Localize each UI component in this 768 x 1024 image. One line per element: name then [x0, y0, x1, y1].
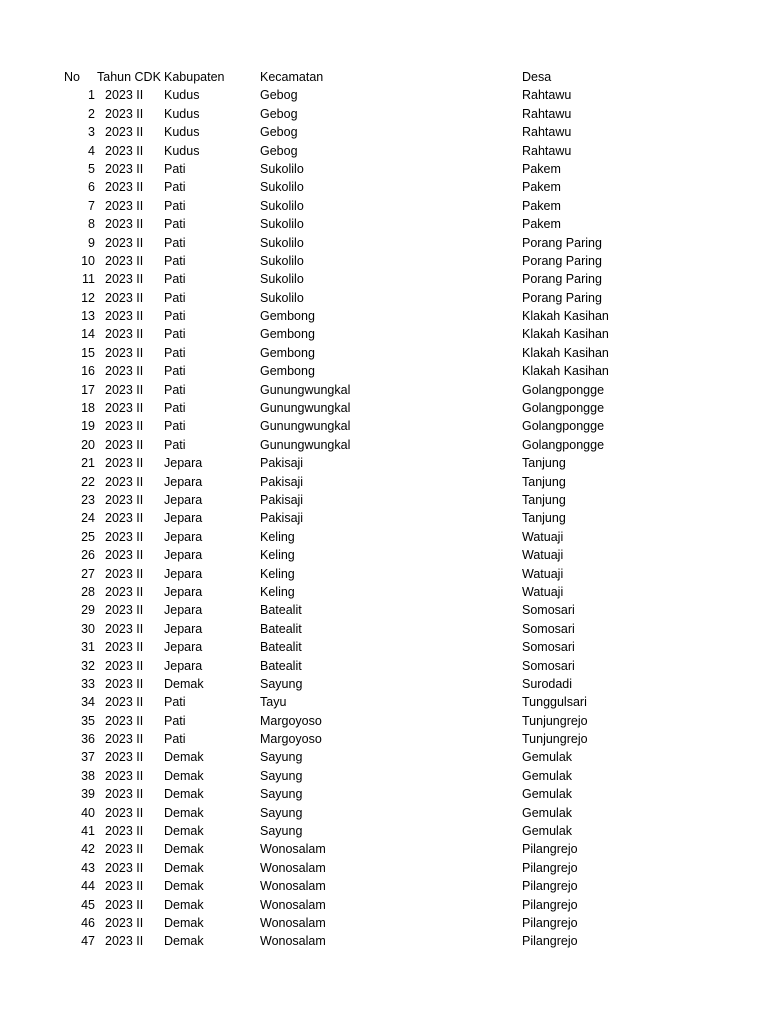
cell-no: 20 — [81, 437, 95, 452]
cell-kabupaten: Jepara — [164, 548, 203, 563]
cell-kecamatan: Sayung — [260, 787, 303, 802]
cell-no: 8 — [88, 217, 95, 232]
cell-tahun-cdk: 2023 II — [105, 474, 144, 489]
cell-no: 6 — [88, 180, 95, 195]
cell-kabupaten: Demak — [164, 934, 204, 949]
cell-kabupaten: Demak — [164, 805, 204, 820]
cell-tahun-cdk: 2023 II — [105, 860, 144, 875]
table-row — [0, 840, 768, 858]
cell-kecamatan: Pakisaji — [260, 474, 304, 489]
table-row — [0, 86, 768, 104]
table-row — [0, 215, 768, 233]
cell-tahun-cdk: 2023 II — [105, 640, 144, 655]
cell-no: 46 — [81, 915, 95, 930]
data-table — [0, 68, 768, 951]
cell-desa: Pakem — [522, 161, 561, 176]
cell-desa: Pakem — [522, 198, 561, 213]
cell-kabupaten: Jepara — [164, 621, 203, 636]
table-row — [0, 767, 768, 785]
cell-tahun-cdk: 2023 II — [105, 364, 144, 379]
cell-desa: Pilangrejo — [522, 934, 578, 949]
cell-tahun-cdk: 2023 II — [105, 309, 144, 324]
cell-kecamatan: Gunungwungkal — [260, 382, 351, 397]
cell-desa: Rahtawu — [522, 143, 572, 158]
cell-tahun-cdk: 2023 II — [105, 217, 144, 232]
cell-kabupaten: Pati — [164, 272, 186, 287]
cell-kecamatan: Gebog — [260, 88, 298, 103]
cell-tahun-cdk: 2023 II — [105, 897, 144, 912]
cell-desa: Gemulak — [522, 824, 573, 839]
cell-kabupaten: Jepara — [164, 492, 203, 507]
table-row — [0, 142, 768, 160]
cell-kabupaten: Pati — [164, 327, 186, 342]
cell-tahun-cdk: 2023 II — [105, 879, 144, 894]
cell-desa: Gemulak — [522, 750, 573, 765]
table-row — [0, 509, 768, 527]
cell-kecamatan: Keling — [260, 584, 295, 599]
cell-kabupaten: Jepara — [164, 529, 203, 544]
table-row — [0, 822, 768, 840]
cell-no: 10 — [81, 253, 95, 268]
cell-kabupaten: Jepara — [164, 640, 203, 655]
cell-kabupaten: Pati — [164, 401, 186, 416]
table-row — [0, 454, 768, 472]
table-row — [0, 399, 768, 417]
cell-desa: Klakah Kasihan — [522, 309, 609, 324]
cell-no: 47 — [81, 934, 95, 949]
cell-no: 39 — [81, 787, 95, 802]
cell-no: 5 — [88, 161, 95, 176]
table-row — [0, 859, 768, 877]
cell-kabupaten: Demak — [164, 915, 204, 930]
cell-tahun-cdk: 2023 II — [105, 382, 144, 397]
cell-tahun-cdk: 2023 II — [105, 824, 144, 839]
cell-kabupaten: Pati — [164, 235, 186, 250]
cell-desa: Pilangrejo — [522, 915, 578, 930]
table-row — [0, 546, 768, 564]
table-row — [0, 123, 768, 141]
cell-kecamatan: Pakisaji — [260, 456, 304, 471]
table-row — [0, 638, 768, 656]
cell-tahun-cdk: 2023 II — [105, 492, 144, 507]
cell-kecamatan: Sukolilo — [260, 272, 304, 287]
table-row — [0, 565, 768, 583]
cell-kecamatan: Sukolilo — [260, 198, 304, 213]
cell-kecamatan: Gembong — [260, 327, 315, 342]
cell-tahun-cdk: 2023 II — [105, 456, 144, 471]
table-row — [0, 473, 768, 491]
cell-desa: Golangpongge — [522, 401, 605, 416]
cell-kabupaten: Jepara — [164, 658, 203, 673]
table-row — [0, 675, 768, 693]
table-row — [0, 914, 768, 932]
cell-kecamatan: Gembong — [260, 309, 315, 324]
cell-tahun-cdk: 2023 II — [105, 584, 144, 599]
cell-no: 13 — [81, 309, 95, 324]
cell-no: 34 — [81, 695, 95, 710]
cell-kabupaten: Demak — [164, 879, 204, 894]
cell-tahun-cdk: 2023 II — [105, 272, 144, 287]
cell-kecamatan: Gembong — [260, 364, 315, 379]
cell-tahun-cdk: 2023 II — [105, 253, 144, 268]
table-row — [0, 362, 768, 380]
cell-tahun-cdk: 2023 II — [105, 161, 144, 176]
cell-desa: Pilangrejo — [522, 860, 578, 875]
cell-tahun-cdk: 2023 II — [105, 198, 144, 213]
table-header-row — [0, 68, 768, 86]
cell-tahun-cdk: 2023 II — [105, 768, 144, 783]
cell-no: 14 — [81, 327, 95, 342]
table-row — [0, 252, 768, 270]
table-row — [0, 344, 768, 362]
header-tahun-cdk: Tahun CDK — [97, 70, 161, 84]
cell-kecamatan: Wonosalam — [260, 934, 326, 949]
cell-desa: Watuaji — [522, 548, 564, 563]
cell-kecamatan: Sukolilo — [260, 217, 304, 232]
cell-no: 17 — [81, 382, 95, 397]
table-row — [0, 657, 768, 675]
cell-kabupaten: Demak — [164, 750, 204, 765]
cell-desa: Tunjungrejo — [522, 713, 588, 728]
cell-desa: Golangpongge — [522, 382, 605, 397]
cell-tahun-cdk: 2023 II — [105, 750, 144, 765]
cell-tahun-cdk: 2023 II — [105, 934, 144, 949]
cell-tahun-cdk: 2023 II — [105, 787, 144, 802]
table-row — [0, 528, 768, 546]
cell-desa: Somosari — [522, 640, 575, 655]
cell-kabupaten: Jepara — [164, 584, 203, 599]
cell-kabupaten: Demak — [164, 787, 204, 802]
cell-kecamatan: Sukolilo — [260, 161, 304, 176]
cell-kecamatan: Wonosalam — [260, 897, 326, 912]
cell-tahun-cdk: 2023 II — [105, 401, 144, 416]
table-row — [0, 877, 768, 895]
cell-no: 11 — [82, 272, 95, 287]
cell-kecamatan: Keling — [260, 548, 295, 563]
cell-kecamatan: Gunungwungkal — [260, 437, 351, 452]
table-row — [0, 307, 768, 325]
cell-no: 40 — [81, 805, 95, 820]
header-desa: Desa — [522, 70, 552, 84]
cell-kecamatan: Sayung — [260, 676, 303, 691]
table-row — [0, 234, 768, 252]
cell-no: 37 — [81, 750, 95, 765]
cell-kecamatan: Keling — [260, 566, 295, 581]
table-body — [0, 86, 768, 950]
cell-kabupaten: Kudus — [164, 143, 200, 158]
cell-desa: Tunggulsari — [522, 695, 587, 710]
cell-kecamatan: Keling — [260, 529, 295, 544]
cell-desa: Golangpongge — [522, 437, 605, 452]
cell-kecamatan: Pakisaji — [260, 511, 304, 526]
cell-kabupaten: Demak — [164, 897, 204, 912]
cell-no: 44 — [81, 879, 95, 894]
cell-kabupaten: Pati — [164, 695, 186, 710]
cell-desa: Porang Paring — [522, 253, 602, 268]
cell-no: 28 — [81, 584, 95, 599]
cell-tahun-cdk: 2023 II — [105, 805, 144, 820]
cell-kabupaten: Kudus — [164, 88, 200, 103]
table-row — [0, 160, 768, 178]
cell-kecamatan: Batealit — [260, 621, 302, 636]
cell-no: 4 — [88, 143, 95, 158]
cell-kabupaten: Demak — [164, 824, 204, 839]
cell-kecamatan: Gunungwungkal — [260, 419, 351, 434]
table-row — [0, 896, 768, 914]
cell-desa: Watuaji — [522, 584, 564, 599]
table-row — [0, 381, 768, 399]
cell-desa: Porang Paring — [522, 290, 602, 305]
cell-no: 27 — [81, 566, 95, 581]
cell-kabupaten: Pati — [164, 180, 186, 195]
cell-kecamatan: Sayung — [260, 750, 303, 765]
table-row — [0, 178, 768, 196]
cell-no: 21 — [81, 456, 95, 471]
cell-kecamatan: Batealit — [260, 603, 302, 618]
cell-kabupaten: Pati — [164, 253, 186, 268]
cell-tahun-cdk: 2023 II — [105, 676, 144, 691]
cell-kabupaten: Jepara — [164, 474, 203, 489]
table-row — [0, 270, 768, 288]
cell-tahun-cdk: 2023 II — [105, 345, 144, 360]
cell-tahun-cdk: 2023 II — [105, 915, 144, 930]
cell-kabupaten: Pati — [164, 364, 186, 379]
cell-kecamatan: Gebog — [260, 106, 298, 121]
cell-kabupaten: Kudus — [164, 125, 200, 140]
cell-desa: Somosari — [522, 621, 575, 636]
cell-desa: Pakem — [522, 180, 561, 195]
cell-kabupaten: Pati — [164, 309, 186, 324]
cell-desa: Gemulak — [522, 787, 573, 802]
cell-desa: Porang Paring — [522, 272, 602, 287]
cell-kabupaten: Demak — [164, 860, 204, 875]
cell-no: 43 — [81, 860, 95, 875]
cell-no: 19 — [81, 419, 95, 434]
cell-kecamatan: Margoyoso — [260, 713, 322, 728]
cell-desa: Pilangrejo — [522, 897, 578, 912]
table-row — [0, 289, 768, 307]
cell-kecamatan: Sayung — [260, 805, 303, 820]
cell-kecamatan: Wonosalam — [260, 842, 326, 857]
cell-desa: Rahtawu — [522, 106, 572, 121]
table-row — [0, 620, 768, 638]
cell-desa: Porang Paring — [522, 235, 602, 250]
table-row — [0, 583, 768, 601]
cell-kecamatan: Sayung — [260, 824, 303, 839]
cell-desa: Klakah Kasihan — [522, 345, 609, 360]
cell-desa: Tanjung — [522, 474, 566, 489]
cell-kabupaten: Demak — [164, 768, 204, 783]
cell-no: 32 — [81, 658, 95, 673]
table-row — [0, 491, 768, 509]
cell-tahun-cdk: 2023 II — [105, 143, 144, 158]
cell-kabupaten: Pati — [164, 198, 186, 213]
cell-tahun-cdk: 2023 II — [105, 695, 144, 710]
cell-desa: Watuaji — [522, 566, 564, 581]
cell-kecamatan: Margoyoso — [260, 732, 322, 747]
cell-kecamatan: Gebog — [260, 125, 298, 140]
cell-kabupaten: Jepara — [164, 603, 203, 618]
cell-tahun-cdk: 2023 II — [105, 327, 144, 342]
header-kecamatan: Kecamatan — [260, 70, 324, 84]
cell-kabupaten: Pati — [164, 161, 186, 176]
cell-no: 42 — [81, 842, 95, 857]
header-kabupaten: Kabupaten — [164, 70, 225, 84]
cell-kecamatan: Gebog — [260, 143, 298, 158]
cell-kecamatan: Tayu — [260, 695, 287, 710]
cell-kecamatan: Pakisaji — [260, 492, 304, 507]
cell-kabupaten: Jepara — [164, 456, 203, 471]
cell-kabupaten: Demak — [164, 842, 204, 857]
cell-tahun-cdk: 2023 II — [105, 842, 144, 857]
cell-desa: Gemulak — [522, 768, 573, 783]
cell-kabupaten: Pati — [164, 217, 186, 232]
cell-no: 41 — [81, 824, 95, 839]
cell-no: 1 — [88, 88, 95, 103]
cell-desa: Pilangrejo — [522, 842, 578, 857]
cell-kabupaten: Pati — [164, 713, 186, 728]
cell-kecamatan: Sukolilo — [260, 180, 304, 195]
cell-no: 7 — [88, 198, 95, 213]
cell-no: 3 — [88, 125, 95, 140]
cell-tahun-cdk: 2023 II — [105, 88, 144, 103]
cell-desa: Pakem — [522, 217, 561, 232]
cell-kecamatan: Sukolilo — [260, 253, 304, 268]
cell-tahun-cdk: 2023 II — [105, 419, 144, 434]
cell-tahun-cdk: 2023 II — [105, 621, 144, 636]
cell-no: 22 — [81, 474, 95, 489]
cell-kecamatan: Sukolilo — [260, 235, 304, 250]
cell-kabupaten: Jepara — [164, 511, 203, 526]
cell-tahun-cdk: 2023 II — [105, 529, 144, 544]
cell-desa: Tunjungrejo — [522, 732, 588, 747]
cell-kabupaten: Pati — [164, 382, 186, 397]
cell-no: 33 — [81, 676, 95, 691]
cell-kecamatan: Batealit — [260, 640, 302, 655]
table-row — [0, 197, 768, 215]
cell-no: 12 — [81, 290, 95, 305]
cell-desa: Gemulak — [522, 805, 573, 820]
table-row — [0, 804, 768, 822]
cell-kecamatan: Gembong — [260, 345, 315, 360]
cell-tahun-cdk: 2023 II — [105, 235, 144, 250]
cell-desa: Somosari — [522, 658, 575, 673]
cell-no: 25 — [81, 529, 95, 544]
cell-no: 2 — [88, 106, 95, 121]
cell-desa: Watuaji — [522, 529, 564, 544]
cell-desa: Somosari — [522, 603, 575, 618]
cell-no: 31 — [81, 640, 95, 655]
cell-desa: Klakah Kasihan — [522, 327, 609, 342]
cell-kabupaten: Kudus — [164, 106, 200, 121]
cell-desa: Pilangrejo — [522, 879, 578, 894]
cell-tahun-cdk: 2023 II — [105, 548, 144, 563]
cell-kecamatan: Sayung — [260, 768, 303, 783]
cell-tahun-cdk: 2023 II — [105, 125, 144, 140]
header-no: No — [64, 70, 80, 84]
cell-kabupaten: Pati — [164, 290, 186, 305]
table-row — [0, 105, 768, 123]
cell-no: 30 — [81, 621, 95, 636]
table-row — [0, 436, 768, 454]
cell-no: 15 — [81, 345, 95, 360]
cell-no: 18 — [81, 401, 95, 416]
table-row — [0, 932, 768, 950]
cell-desa: Rahtawu — [522, 88, 572, 103]
cell-desa: Tanjung — [522, 511, 566, 526]
table-row — [0, 417, 768, 435]
table-row — [0, 730, 768, 748]
cell-tahun-cdk: 2023 II — [105, 603, 144, 618]
cell-no: 38 — [81, 768, 95, 783]
cell-tahun-cdk: 2023 II — [105, 713, 144, 728]
table-row — [0, 785, 768, 803]
cell-kecamatan: Wonosalam — [260, 879, 326, 894]
cell-no: 24 — [81, 511, 95, 526]
cell-kecamatan: Wonosalam — [260, 915, 326, 930]
cell-kabupaten: Pati — [164, 437, 186, 452]
cell-kabupaten: Pati — [164, 345, 186, 360]
cell-desa: Klakah Kasihan — [522, 364, 609, 379]
table-row — [0, 748, 768, 766]
cell-tahun-cdk: 2023 II — [105, 566, 144, 581]
table-row — [0, 712, 768, 730]
cell-desa: Golangpongge — [522, 419, 605, 434]
cell-kecamatan: Sukolilo — [260, 290, 304, 305]
table-row — [0, 325, 768, 343]
cell-kecamatan: Batealit — [260, 658, 302, 673]
cell-desa: Rahtawu — [522, 125, 572, 140]
cell-kabupaten: Jepara — [164, 566, 203, 581]
cell-tahun-cdk: 2023 II — [105, 106, 144, 121]
cell-desa: Surodadi — [522, 676, 573, 691]
cell-no: 23 — [81, 492, 95, 507]
cell-no: 16 — [81, 364, 95, 379]
table-row — [0, 601, 768, 619]
cell-no: 36 — [81, 732, 95, 747]
cell-tahun-cdk: 2023 II — [105, 658, 144, 673]
cell-no: 9 — [88, 235, 95, 250]
cell-no: 45 — [81, 897, 95, 912]
cell-no: 29 — [81, 603, 95, 618]
cell-kabupaten: Pati — [164, 419, 186, 434]
cell-desa: Tanjung — [522, 492, 566, 507]
cell-tahun-cdk: 2023 II — [105, 732, 144, 747]
cell-tahun-cdk: 2023 II — [105, 511, 144, 526]
table-row — [0, 693, 768, 711]
cell-desa: Tanjung — [522, 456, 566, 471]
cell-no: 35 — [81, 713, 95, 728]
cell-kabupaten: Pati — [164, 732, 186, 747]
cell-no: 26 — [81, 548, 95, 563]
cell-kabupaten: Demak — [164, 676, 204, 691]
cell-kecamatan: Wonosalam — [260, 860, 326, 875]
cell-tahun-cdk: 2023 II — [105, 437, 144, 452]
cell-kecamatan: Gunungwungkal — [260, 401, 351, 416]
cell-tahun-cdk: 2023 II — [105, 180, 144, 195]
cell-tahun-cdk: 2023 II — [105, 290, 144, 305]
